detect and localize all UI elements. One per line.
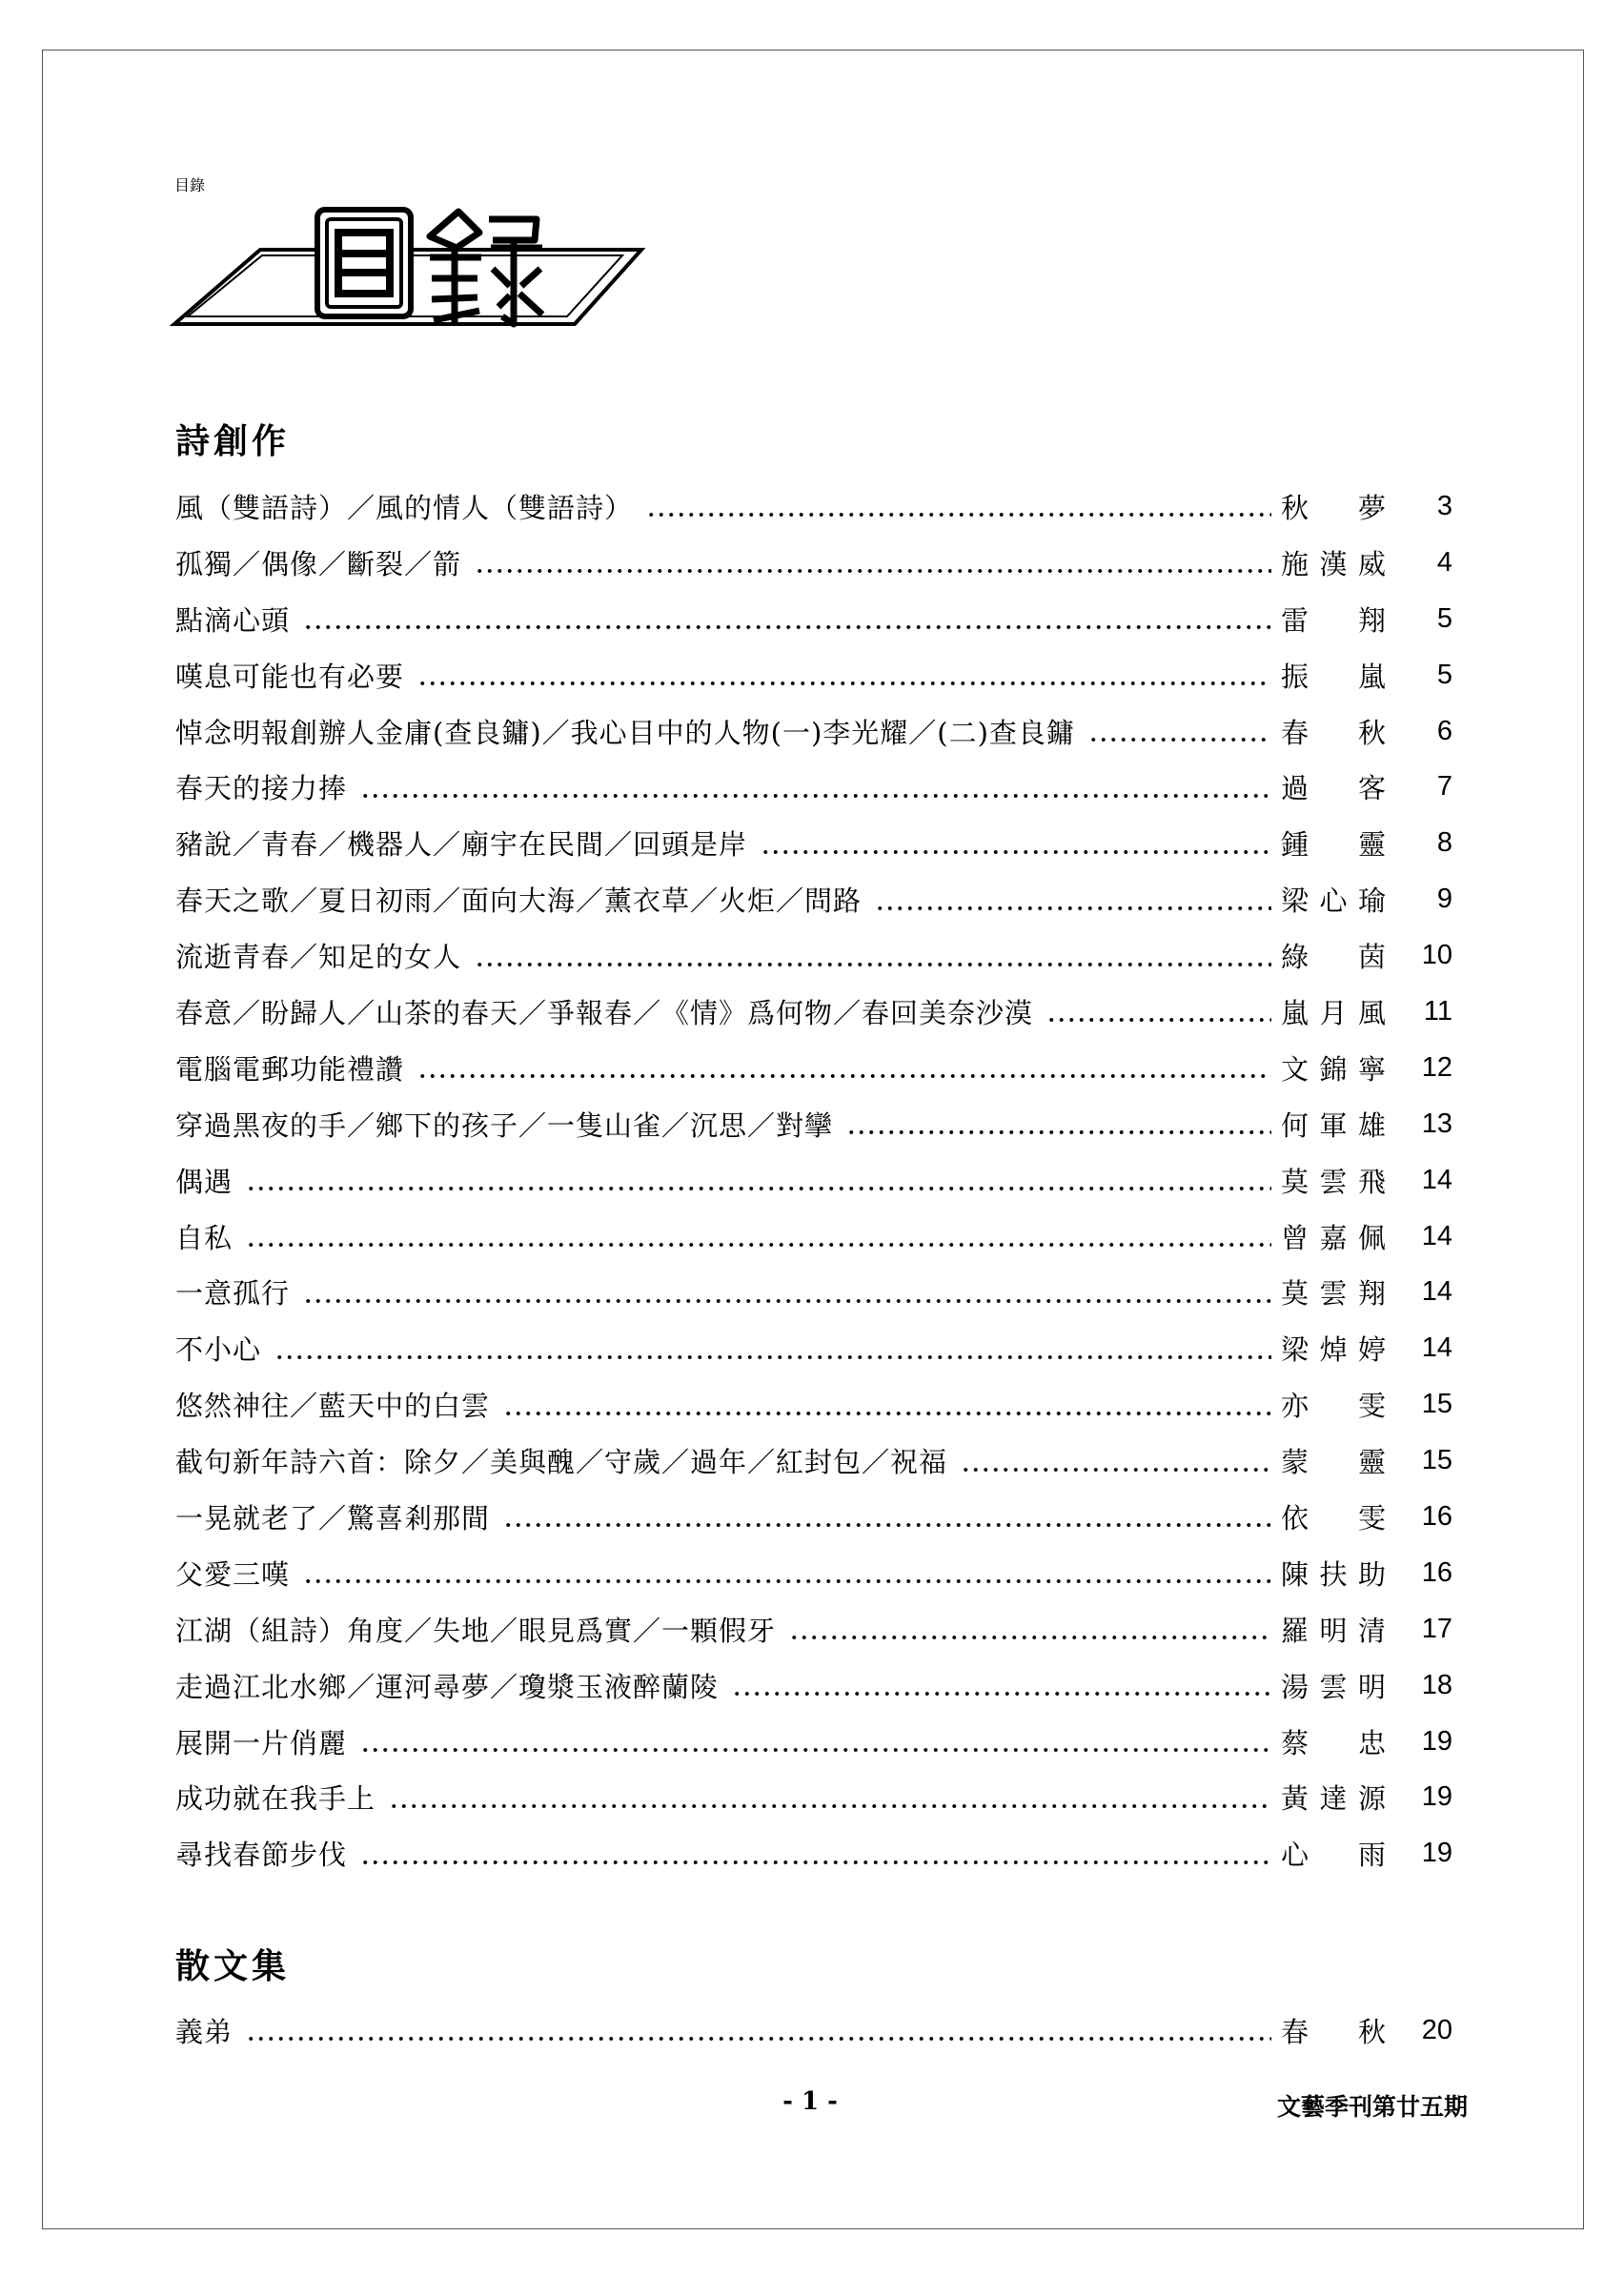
- toc-entry-title: 春天之歌／夏日初雨／面向大海／薰衣草／火炬／問路: [175, 884, 863, 918]
- toc-entry-title: 父愛三嘆: [175, 1557, 291, 1591]
- toc-entry-title: 春天的接力捧: [175, 772, 348, 805]
- dot-leader: [360, 1747, 1271, 1753]
- toc-entry[interactable]: [175, 591, 1452, 647]
- toc-entry[interactable]: [175, 871, 1452, 927]
- toc-list: [175, 478, 1452, 1881]
- toc-entry-author: 振嵐: [1281, 660, 1386, 693]
- toc-entry-title: 一意孤行: [175, 1277, 291, 1311]
- toc-entry-page: 15: [1421, 1445, 1452, 1476]
- toc-entry[interactable]: [175, 1545, 1452, 1601]
- dot-leader: [503, 1522, 1271, 1528]
- toc-entry-title: 點滴心頭: [175, 603, 291, 637]
- toc-entry-author: 雷翔: [1281, 603, 1386, 637]
- dot-leader: [732, 1691, 1271, 1697]
- toc-entry-page: 9: [1436, 884, 1452, 915]
- dot-leader: [846, 1129, 1271, 1135]
- toc-entry-title: 春意／盼歸人／山茶的春天／爭報春／《情》爲何物／春回美奈沙漠: [175, 996, 1034, 1029]
- dot-leader: [360, 1860, 1271, 1865]
- toc-entry-author: 羅明清: [1281, 1614, 1386, 1647]
- toc-entry[interactable]: [175, 2003, 1452, 2059]
- toc-entry-title: 展開一片俏麗: [175, 1726, 348, 1759]
- toc-entry-page: 11: [1423, 995, 1452, 1027]
- dot-leader: [303, 1578, 1271, 1584]
- journal-name: 文藝季刊第廿五期: [1276, 2093, 1468, 2121]
- toc-entry-title: 截句新年詩六首：除夕／美與醜／守歲／過年／紅封包／祝福: [175, 1446, 948, 1479]
- toc-entry-page: 14: [1421, 1164, 1452, 1195]
- dot-leader: [646, 512, 1271, 518]
- toc-entry[interactable]: [175, 1825, 1452, 1881]
- toc-entry-author: 秋夢: [1281, 491, 1386, 524]
- section-heading: 詩創作: [175, 421, 291, 461]
- toc-entry-page: 5: [1436, 602, 1452, 634]
- toc-entry[interactable]: [175, 1376, 1452, 1433]
- toc-entry[interactable]: [175, 1152, 1452, 1209]
- toc-entry-title: 流逝青春／知足的女人: [175, 941, 462, 974]
- toc-entry-author: 心雨: [1281, 1839, 1386, 1872]
- toc-entry-author: 施漢威: [1281, 547, 1386, 580]
- toc-entry-title: 風（雙語詩）／風的情人（雙語詩）: [175, 491, 634, 524]
- dot-leader: [274, 1354, 1271, 1360]
- toc-entry-page: 8: [1436, 827, 1452, 859]
- toc-entry-author: 綠茵: [1281, 941, 1386, 974]
- toc-entry-author: 湯雲明: [1281, 1670, 1386, 1703]
- toc-entry-author: 亦雯: [1281, 1390, 1386, 1423]
- dot-leader: [875, 905, 1271, 911]
- toc-entry-page: 14: [1421, 1276, 1452, 1308]
- toc-entry[interactable]: [175, 535, 1452, 591]
- toc-entry-author: 春秋: [1281, 716, 1386, 749]
- title-char-1-icon: [317, 210, 411, 316]
- toc-entry-page: 17: [1421, 1613, 1452, 1644]
- toc-entry[interactable]: [175, 1320, 1452, 1376]
- toc-entry[interactable]: [175, 1489, 1452, 1545]
- contents-title-graphic: [174, 176, 641, 343]
- toc-entry-page: 7: [1436, 771, 1452, 803]
- toc-entry[interactable]: [175, 1601, 1452, 1657]
- toc-entry-author: 依雯: [1281, 1501, 1386, 1535]
- toc-entry[interactable]: [175, 1657, 1452, 1714]
- toc-entry-title: 偶遇: [175, 1165, 233, 1198]
- toc-entry-title: 悼念明報創辦人金庸(查良鏞)／我心目中的人物(一)李光耀／(二)查良鏞: [175, 716, 1075, 749]
- dot-leader: [303, 1298, 1271, 1304]
- toc-entry-page: 4: [1436, 546, 1452, 578]
- dot-leader: [417, 1073, 1271, 1079]
- toc-entry-page: 15: [1421, 1389, 1452, 1420]
- toc-entry-title: 尋找春節步伐: [175, 1839, 348, 1872]
- toc-entry-page: 19: [1421, 1838, 1452, 1869]
- toc-entry-title: 嘆息可能也有必要: [175, 660, 405, 693]
- dot-leader: [475, 568, 1271, 574]
- toc-list: [175, 2003, 1452, 2059]
- dot-leader: [303, 624, 1271, 630]
- toc-entry-author: 何軍雄: [1281, 1108, 1386, 1142]
- toc-entry-page: 14: [1421, 1332, 1452, 1364]
- toc-entry-title: 孤獨／偶像／斷裂／箭: [175, 547, 462, 580]
- toc-entry-author: 陳扶助: [1281, 1557, 1386, 1591]
- toc-entry[interactable]: [175, 927, 1452, 984]
- toc-entry[interactable]: [175, 647, 1452, 703]
- toc-entry-page: 20: [1421, 2014, 1452, 2045]
- toc-entry-author: 曾嘉佩: [1281, 1221, 1386, 1254]
- toc-entry-title: 電腦電郵功能禮讚: [175, 1052, 405, 1086]
- toc-entry-title: 義弟: [175, 2015, 233, 2048]
- toc-entry-author: 過客: [1281, 772, 1386, 805]
- toc-entry-title: 穿過黑夜的手／鄉下的孩子／一隻山雀／沉思／對攣: [175, 1108, 834, 1142]
- page-number: - 1 -: [782, 2087, 838, 2116]
- toc-entry-page: 14: [1421, 1220, 1452, 1251]
- toc-entry-author: 嵐月風: [1281, 996, 1386, 1029]
- toc-entry-author: 春秋: [1281, 2015, 1386, 2048]
- toc-entry-author: 黃達源: [1281, 1782, 1386, 1816]
- toc-entry-page: 12: [1421, 1051, 1452, 1083]
- toc-entry[interactable]: [175, 1096, 1452, 1152]
- toc-entry-page: 5: [1436, 659, 1452, 690]
- dot-leader: [389, 1803, 1271, 1809]
- toc-entry-title: 江湖（組詩）角度／失地／眼見爲實／一顆假牙: [175, 1614, 777, 1647]
- toc-entry-author: 莫雲翔: [1281, 1277, 1386, 1311]
- toc-entry-page: 19: [1421, 1725, 1452, 1757]
- toc-entry-page: 18: [1421, 1669, 1452, 1700]
- toc-entry[interactable]: [175, 1433, 1452, 1489]
- toc-entry-author: 蒙靈: [1281, 1446, 1386, 1479]
- dot-leader: [475, 962, 1271, 967]
- toc-entry-author: 莫雲飛: [1281, 1165, 1386, 1198]
- toc-entry-page: 10: [1421, 940, 1452, 971]
- dot-leader: [246, 1186, 1271, 1191]
- toc-entry-page: 19: [1421, 1781, 1452, 1813]
- toc-entry-page: 13: [1421, 1108, 1452, 1139]
- toc-entry[interactable]: [175, 1040, 1452, 1096]
- dot-leader: [503, 1411, 1271, 1416]
- dot-leader: [961, 1467, 1271, 1473]
- toc-entry-title: 豬說／青春／機器人／廟宇在民間／回頭是岸: [175, 828, 748, 862]
- toc-entry-page: 16: [1421, 1556, 1452, 1588]
- toc-entry-author: 梁心瑜: [1281, 884, 1386, 918]
- dot-leader: [246, 1242, 1271, 1248]
- toc-entry-title: 一晃就老了／驚喜剎那間: [175, 1501, 491, 1535]
- dot-leader: [246, 2036, 1271, 2042]
- dot-leader: [417, 681, 1271, 686]
- dot-leader: [761, 849, 1271, 855]
- toc-entry[interactable]: [175, 1714, 1452, 1770]
- toc-entry-title: 悠然神往／藍天中的白雲: [175, 1390, 491, 1423]
- toc-entry[interactable]: [175, 984, 1452, 1040]
- section-heading: 散文集: [175, 1946, 291, 1986]
- toc-entry-author: 文錦寧: [1281, 1052, 1386, 1086]
- dot-leader: [1088, 737, 1271, 742]
- toc-entry[interactable]: [175, 1264, 1452, 1320]
- toc-entry-author: 鍾靈: [1281, 828, 1386, 862]
- toc-entry-author: 蔡忠: [1281, 1726, 1386, 1759]
- dot-leader: [1046, 1017, 1271, 1023]
- dot-leader: [360, 793, 1271, 799]
- toc-entry-title: 不小心: [175, 1333, 262, 1367]
- toc-entry[interactable]: [175, 478, 1452, 535]
- toc-entry[interactable]: [175, 1209, 1452, 1265]
- toc-entry-author: 梁焯婷: [1281, 1333, 1386, 1367]
- toc-entry-title: 走過江北水鄉／運河尋夢／瓊漿玉液醉蘭陵: [175, 1670, 720, 1703]
- toc-entry-page: 16: [1421, 1500, 1452, 1532]
- toc-entry-title: 自私: [175, 1221, 233, 1254]
- toc-entry[interactable]: [175, 1769, 1452, 1825]
- toc-entry-page: 3: [1436, 490, 1452, 521]
- toc-entry[interactable]: [175, 703, 1452, 760]
- toc-entry-page: 6: [1436, 715, 1452, 746]
- toc-entry-title: 成功就在我手上: [175, 1782, 376, 1816]
- contents-title: 目錄: [174, 176, 206, 194]
- dot-leader: [789, 1635, 1271, 1640]
- toc-entry[interactable]: [175, 815, 1452, 871]
- toc-entry[interactable]: [175, 759, 1452, 815]
